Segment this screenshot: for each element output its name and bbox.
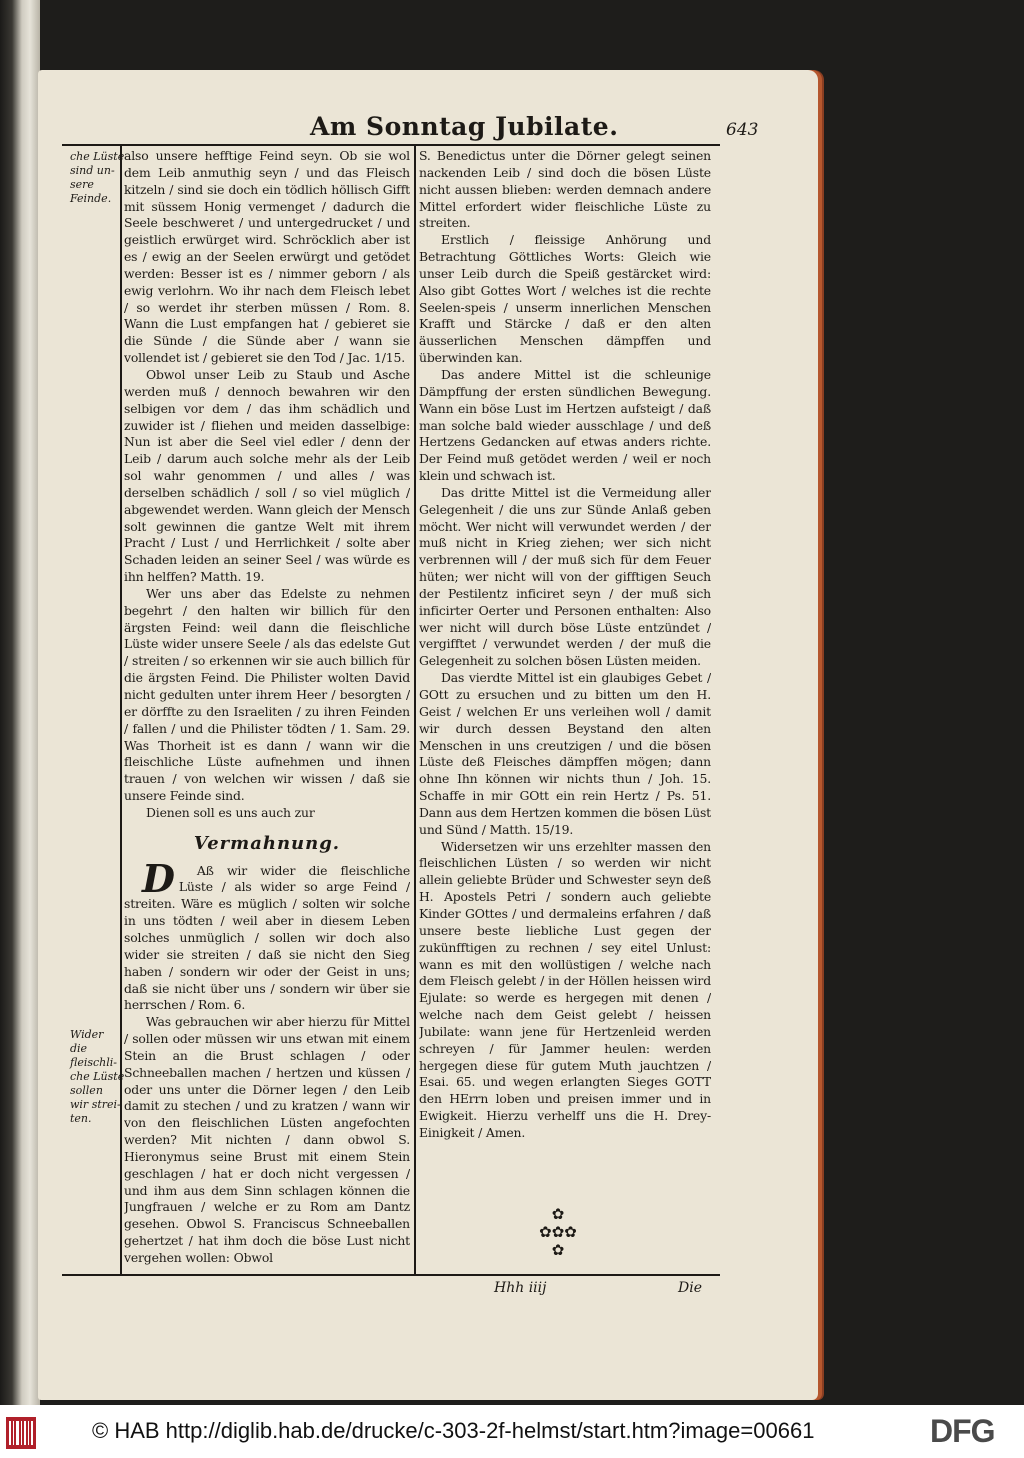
paragraph: Das dritte Mittel ist die Vermeidung aller Gelegenheit / die uns zur Sünde Anlaß geben möcht. Wer nicht will verwundet werden / der muß nicht in Krieg ziehen; wer sich nicht verbrennen will / der muß sich für dem Feuer hüten; wer nicht will von der gifftigen Seuch der Pestilentz inficiret seyn / der muß sich inficirter Oerter und Personen enthalten: Also wer nicht will durch böse Lüste entzündet / vergifftet / verwundet werden / der muß die Gelegenheit zu solchen bösen Lüsten meiden. [419,484,711,669]
dfg-logo: DFG [930,1413,995,1449]
paragraph: Das vierdte Mittel ist ein glaubiges Gebet / GOtt zu ersuchen und zu bitten um den H. Geist / welchen Er uns verleihen woll / damit wir durch dessen Beystand den alten Menschen in uns creutzigen / und die bösen Lüste deß Fleisches dämpffen mögen; dann ohne Ihn können wir nichts thun / Joh. 15. Schaffe in mir GOtt ein rein Hertz / Ps. 51. Dann aus dem Hertzen kommen die bösen Lüst und Sünd / Matth. 15/19. [419,670,711,837]
page-number: 643 [726,120,759,140]
page-title: Am Sonntag Jubilate. [310,112,619,141]
ornament-icon: ✿ ✿✿✿ ✿ [539,1205,577,1259]
column-divider [414,144,416,1274]
footer-bar [0,1405,1024,1458]
running-header [60,112,759,144]
catchword: Die [678,1280,702,1296]
section-heading: Vermahnung. [193,832,341,854]
paragraph: also unsere hefftige Feind seyn. Ob sie wol dem Leib anmuthig seyn / und das Fleisch kitzeln / sind sie doch ein tödlich höllisch Gifft mit süssem Honig vermenget / dadurch die Seele beschweret / und untergedrucket / und geistlich erwürget wird. Schröcklich aber ist es / ewig an der Seelen erwürgt und getödet werden: Besser ist es / nimmer geborn / als ewig verlohrn. Wo ihr nach dem Fleisch lebet / so werdet ihr sterben müssen / Rom. 8. Wann die Lust empfangen hat / gebieret sie die Sünde / die Sünde aber / wann sie vollendet ist / gebieret sie den Tod / Jac. 1/15. [124,148,410,366]
paragraph: Dienen soll es uns auch zur [146,804,315,820]
margin-note: Wider die fleischli- che Lüste sollen wir strei- ten. [70,1028,125,1125]
header-rule [62,144,720,146]
signature-mark: Hhh iiij [494,1280,547,1296]
paragraph: Das andere Mittel ist die schleunige Dämpffung der ersten sündlichen Bewegung. Wann ein böse Lust im Hertzen aufsteigt / daß man solche bald wieder ausschlage / und deß Hertzens Gedancken auf etwas anders richte. Der Feind muß getödet werden / weil er noch klein und schwach ist. [419,366,711,484]
paragraph: Erstlich / fleissige Anhörung und Betrachtung Göttliches Worts: Gleich wie unser Leib durch die Speiß gestärcket wird: Also gibt Gottes Wort / welches ist die rechte Seelen-speis / unserm innerlichen Menschen Krafft und Stärcke / daß er den alten äusserlichen Menschen dämpffen und überwinden kan. [419,232,711,366]
right-text-column [419,148,711,1274]
drop-cap: D [142,855,175,901]
paragraph: Widersetzen wir uns erzehlter massen den fleischlichen Lüsten / so werden wir nicht allein geliebte Brüder und Schwester seyn deß H. Apostels Petri / sondern auch geliebte Kinder GOttes / und dermaleins erfahren / daß unsere beste liebliche Lust gegen der zukünfftigen zu rechnen / sey eitel Unlust: wann es mit den wollüstigen / welche nach dem Fleisch gelebt / in der Höllen heissen wird Ejulate: so werde es hergegen mit denen / welche nach dem Geist gelebt / heissen Jubilate: wann jene für Hertzenleid werden schreyen / für Jammer heulen: werden hergegen diese für gutem Muth jauchtzen / Esai. 65. und wegen erlangten Sieges GOTT den HErrn loben und preisen immer und in Ewigkeit. Hierzu verhelff uns die H. Drey-Einigkeit / Amen. [419,838,711,1140]
paragraph [124,855,410,1015]
paragraph: S. Benedictus unter die Dörner gelegt seinen nackenden Leib / sind doch die bösen Lüste nicht aussen blieben: werden demnach andere Mittel erfordert wider fleischliche Lüste zu streiten. [419,148,711,231]
paragraph: Was gebrauchen wir aber hierzu für Mittel / sollen oder müssen wir uns etwan mit einem Stein an die Brust schlagen / oder Schneeballen machen / hertzen und küssen / oder uns unter die Dörner legen / den Leib damit zu stechen / und zu kratzen / wann wir von den fleischlichen Lüsten angefochten werden? Mit nichten / dann obwol S. Hieronymus seine Brust mit einem Stein geschlagen / hat er doch nicht vergessen / und ihm aus dem Sinn schlagen können die Jungfrauen / welche er zu Rom am Dantz gesehen. Obwol S. Franciscus Schneeballen gehertzet / hat ihm doch die böse Lust nicht vergehen wollen: Obwol [124,1014,410,1265]
copyright-link[interactable]: © HAB http://diglib.hab.de/drucke/c-303-2f-helmst/start.htm?image=00661 [92,1418,815,1443]
left-text-column [124,148,410,1274]
book-edge [0,0,40,1405]
margin-note: che Lüste sind un- sere Feinde. [70,150,125,205]
paragraph: Wer uns aber das Edelste zu nehmen begehrt / den halten wir billich für den ärgsten Feind: weil dann die fleischliche Lüste wider unsere Seele / als das edelste Gut / streiten / so erkennen wir sie auch billich für die ärgsten Feind. Die Philister wolten David nicht gedulten unter ihrem Heer / besorgten / er dörffte zu den Israeliten / zu ihren Feinden / fallen / und die Philister tödten / 1. Sam. 29. Was Thorheit ist es dann / wann wir die fleischliche Lüste aufnehmen und ihnen trauen / von welchen wir wissen / daß sie unsere Feinde sind. [124,585,410,804]
footer-rule [62,1274,720,1276]
barcode-icon [6,1417,36,1449]
paragraph: Obwol unser Leib zu Staub und Asche werden muß / dennoch bewahren wir den selbigen vor dem / das ihm schädlich und zuwider ist / fliehen und meiden dasselbige: Nun ist aber die Seel viel edler / denn der Leib / darum auch solche mehr als der Leib sol wahr genommen / und alles / was derselben schädlich / soll / so viel müglich / abgewendet werden. Wann gleich der Mensch solt gewinnen die gantze Welt mit ihrem Pracht / Lust / und Herrlichkeit / solte aber Schaden leiden an seiner Seel / was würde es ihn helffen? Matth. 19. [124,366,410,585]
paragraph-text: Aß wir wider die fleischliche Lüste / als wider so arge Feind / streiten. Wäre es müglich / solten wir solche in uns tödten / weil aber in diesem Leben solches unmüglich / sollen wir doch also wider sie streiten / daß sie nicht den Sieg haben / sondern wir oder der Geist in uns; daß sie nicht über uns / sondern wir über sie herrschen / Rom. 6. [124,862,410,1013]
